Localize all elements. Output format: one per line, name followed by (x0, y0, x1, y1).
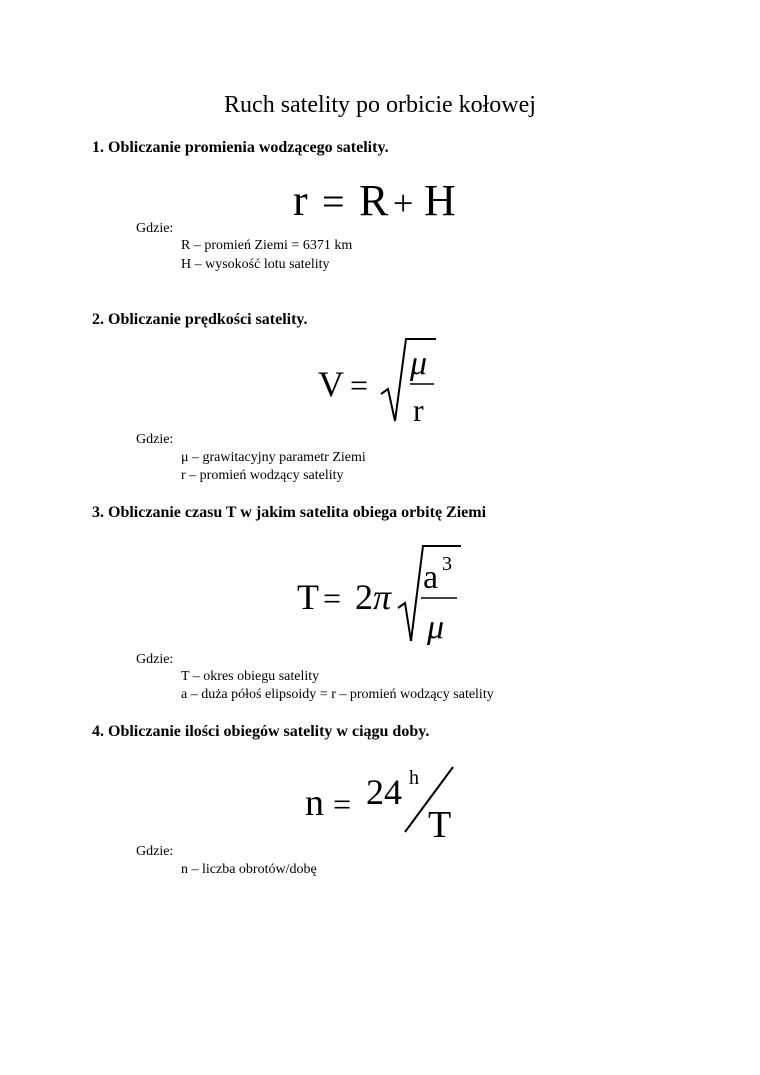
formula-2-denominator: r (413, 392, 424, 428)
formula-3-equals: = (323, 580, 342, 616)
section-1-definition: R – promień Ziemi = 6371 km (181, 238, 353, 253)
section-2-definition: μ – grawitacyjny parametr Ziemi (181, 450, 366, 465)
formula-3-exponent: 3 (442, 553, 452, 575)
section-3-heading: 3. Obliczanie czasu T w jakim satelita obiega orbitę Ziemi (92, 504, 487, 521)
section-1-heading: 1. Obliczanie promienia wodzącego satelity. (92, 139, 389, 156)
section-3-definition: T – okres obiegu satelity (181, 669, 320, 684)
formula-4-denominator: T (428, 804, 452, 846)
formula-period (297, 546, 461, 646)
section-3-definition: a – duża półoś elipsoidy = r – promień wodzący satelity (181, 687, 494, 702)
formula-3-lhs: T (297, 577, 319, 617)
formula-3-pi: π (373, 577, 392, 617)
formula-orbits-per-day (305, 767, 453, 846)
section-4-heading: 4. Obliczanie ilości obiegów satelity w ciągu doby. (92, 723, 430, 740)
formula-4-lhs: n (305, 782, 324, 824)
formula-radius (293, 176, 456, 225)
formula-2-radical (381, 339, 436, 421)
formula-1-term-b: H (424, 176, 456, 225)
formula-4-superscript: h (409, 767, 419, 789)
formula-3-coefficient: 2 (355, 577, 373, 617)
formula-2-lhs: V (318, 364, 344, 404)
section-1-definition: H – wysokość lotu satelity (181, 257, 330, 272)
formula-1-lhs: r (293, 176, 308, 225)
section-2-heading: 2. Obliczanie prędkości satelity. (92, 311, 308, 328)
formula-4-numerator: 24 (366, 772, 402, 812)
section-3-gdzie-label: Gdzie: (136, 652, 174, 667)
formula-velocity (318, 339, 436, 428)
section-1-gdzie-label: Gdzie: (136, 221, 174, 236)
formula-3-numerator: a (423, 559, 439, 596)
formula-2-equals: = (350, 367, 369, 403)
formula-3-denominator: μ (427, 609, 445, 646)
section-2-gdzie-label: Gdzie: (136, 432, 174, 447)
section-4-gdzie-label: Gdzie: (136, 844, 174, 859)
formula-1-equals: = (322, 179, 345, 224)
section-4-definition: n – liczba obrotów/dobę (181, 862, 317, 877)
formula-2-numerator: μ (410, 345, 428, 382)
formula-1-term-a: R (359, 176, 389, 225)
formula-4-equals: = (333, 786, 352, 822)
page-title: Ruch satelity po orbicie kołowej (224, 92, 536, 118)
formula-1-plus: + (393, 183, 414, 223)
section-2-definition: r – promień wodzący satelity (181, 468, 344, 483)
